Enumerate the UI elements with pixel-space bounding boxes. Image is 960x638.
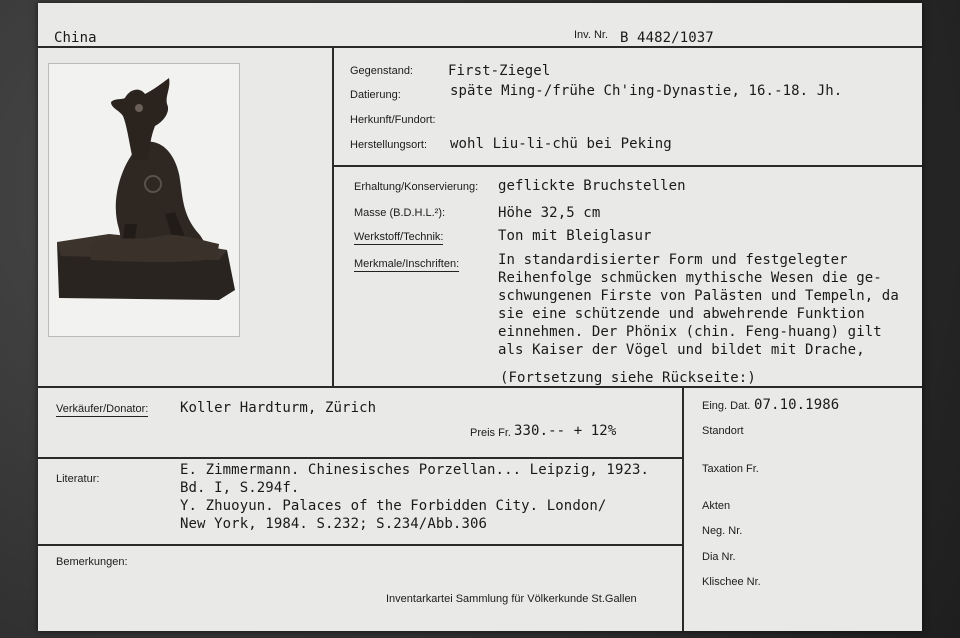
literatur-line: Bd. I, S.294f. — [180, 480, 300, 496]
seller-value: Koller Hardturm, Zürich — [180, 400, 377, 416]
merkmale-line: als Kaiser der Vögel und bildet mit Drache, — [498, 342, 865, 358]
merkmale-text — [498, 251, 899, 359]
roof-tile-figure-image — [49, 64, 239, 336]
inv-label: Inv. Nr. — [574, 29, 609, 41]
merkmale-line: schwungenen Firste von Palästen und Tempeln, da — [498, 288, 899, 304]
herstellungsort-value: wohl Liu-li-chü bei Peking — [450, 136, 672, 152]
inv-value: B 4482/1037 — [620, 30, 714, 46]
institution-footer: Inventarkartei Sammlung für Völkerkunde St.Gallen — [386, 593, 637, 605]
right-column-divider — [682, 386, 684, 631]
eing-label: Eing. Dat. — [702, 400, 751, 412]
herkunft-label: Herkunft/Fundort: — [350, 114, 436, 126]
gegenstand-label: Gegenstand: — [350, 65, 413, 77]
masse-value: Höhe 32,5 cm — [498, 205, 601, 221]
merkmale-label: Merkmale/Inschriften: — [354, 258, 460, 270]
dia-label: Dia Nr. — [702, 551, 736, 563]
masse-label: Masse (B.D.H.L.²): — [354, 207, 446, 219]
header-divider — [38, 46, 922, 48]
photo-divider — [332, 46, 334, 388]
preis-value: 330.-- + 12% — [514, 423, 617, 439]
werkstoff-value: Ton mit Bleiglasur — [498, 228, 652, 244]
bemerkungen-label: Bemerkungen: — [56, 556, 128, 568]
section-divider — [38, 386, 922, 388]
erhaltung-value: geflickte Bruchstellen — [498, 178, 686, 194]
object-divider — [332, 165, 922, 167]
merkmale-line: sie eine schützende und abwehrende Funktion — [498, 306, 865, 322]
akten-label: Akten — [702, 500, 731, 512]
erhaltung-label: Erhaltung/Konservierung: — [354, 181, 479, 193]
datierung-label: Datierung: — [350, 89, 401, 101]
fortsetzung-note: (Fortsetzung siehe Rückseite:) — [500, 370, 756, 386]
literatur-divider — [38, 544, 682, 546]
gegenstand-value: First-Ziegel — [448, 63, 551, 79]
literatur-line: Y. Zhuoyun. Palaces of the Forbidden City. London/ — [180, 498, 607, 514]
seller-label: Verkäufer/Donator: — [56, 403, 149, 415]
merkmale-line: Reihenfolge schmücken mythische Wesen die ge- — [498, 270, 882, 286]
literatur-label: Literatur: — [56, 473, 100, 485]
taxation-label: Taxation Fr. — [702, 463, 759, 475]
seller-divider — [38, 457, 682, 459]
country-value: China — [54, 30, 97, 46]
object-photo — [48, 63, 240, 337]
inventory-card — [38, 3, 922, 631]
eing-value: 07.10.1986 — [754, 397, 840, 413]
neg-label: Neg. Nr. — [702, 525, 743, 537]
klischee-label: Klischee Nr. — [702, 576, 761, 588]
merkmale-line: In standardisierter Form und festgelegter — [498, 252, 848, 268]
literatur-text — [180, 461, 649, 533]
standort-label: Standort — [702, 425, 744, 437]
preis-label: Preis Fr. — [470, 427, 511, 439]
werkstoff-label: Werkstoff/Technik: — [354, 231, 444, 243]
merkmale-line: einnehmen. Der Phönix (chin. Feng-huang) gilt — [498, 324, 882, 340]
literatur-line: E. Zimmermann. Chinesisches Porzellan... Leipzig, 1923. — [180, 462, 650, 478]
datierung-value: späte Ming-/frühe Ch'ing-Dynastie, 16.-18. Jh. — [450, 83, 843, 99]
herstellungsort-label: Herstellungsort: — [350, 139, 428, 151]
literatur-line: New York, 1984. S.232; S.234/Abb.306 — [180, 516, 488, 532]
